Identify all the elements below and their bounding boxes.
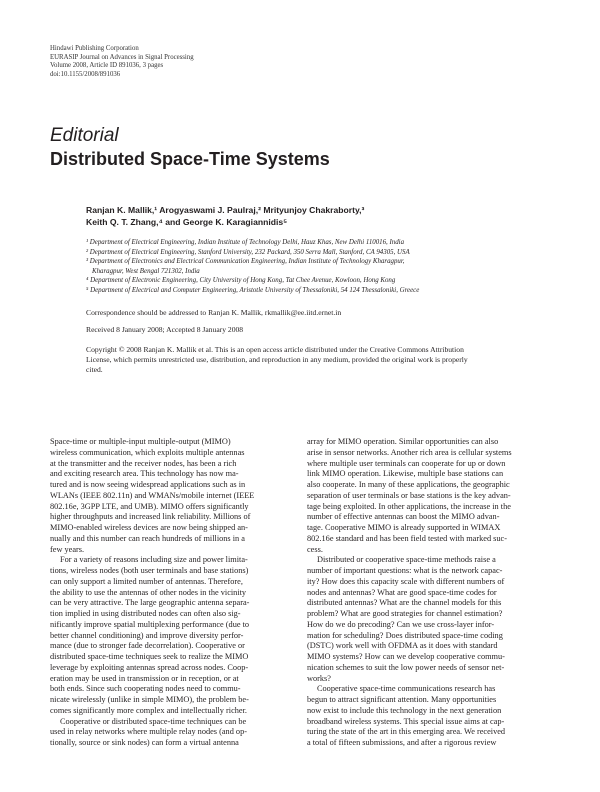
body-text-line: comes significantly more complex and intellectually richer.: [50, 705, 247, 715]
body-text-line: distributed antennas? What are the channel models for this: [307, 598, 502, 608]
body-text-line: tions, wireless nodes (both user terminals and base stations): [50, 566, 249, 575]
body-text-line: the ability to use the antennas of other nodes in the vicinity: [50, 587, 247, 597]
author-line: Ranjan K. Mallik,¹ Arogyaswami J. Paulraj,² Mrityunjoy Chakraborty,³: [86, 205, 365, 215]
body-text-line: can only support a limited number of antennas. Therefore,: [50, 576, 243, 586]
affiliation: ⁵ Department of Electrical and Computer Engineering, Aristotle University of Thessaloniki, 54 124 Thessaloniki, Greece: [86, 286, 420, 294]
body-text-line: better channel conditioning) and improve diversity perfor-: [50, 630, 244, 640]
affiliation-list: [86, 238, 566, 296]
page-title: Distributed Space-Time Systems: [50, 149, 330, 169]
body-text-line: array for MIMO operation. Similar opportunities can also: [307, 437, 499, 446]
body-text-line: few years.: [50, 544, 85, 554]
journal-name-line: EURASIP Journal on Advances in Signal Processing: [50, 53, 194, 61]
body-text-line: MIMO systems? How can we develop cooperative commu-: [307, 652, 505, 661]
body-text-line: number of effective antennas can boost the MIMO advan-: [307, 512, 500, 522]
copyright-notice: [86, 345, 566, 375]
body-text-line: distributed space-time techniques seek to realize the MIMO: [50, 652, 249, 661]
body-text-line: Cooperative space-time communications research has: [317, 684, 496, 694]
body-text-line: nication schemes to suit the low power needs of sensor net-: [307, 662, 505, 672]
body-text-line: works?: [307, 673, 331, 683]
article-kind: Editorial: [50, 125, 119, 146]
body-text-line: turing the state of the art in this emerging area. We received: [307, 727, 506, 737]
affiliation: ³ Department of Electronics and Electrical Communication Engineering, Indian Institute of Technology Kharagpur,: [86, 258, 405, 266]
body-text-line: separation of user terminals or base stations is the key advan-: [307, 490, 511, 500]
body-text-line: 802.16e standard and has been field tested with marked suc-: [307, 533, 507, 543]
body-text-line: nicate wirelessly (unlike in simple MIMO), the problem be-: [50, 695, 249, 704]
body-text-line: now exist to include this technology in the next generation: [307, 705, 502, 715]
body-text-line: 802.16e, 3GPP LTE, and UMB). MIMO offers significantly: [50, 501, 249, 511]
body-text-line: (DSTC) work well with OFDMA as it does with standard: [307, 641, 498, 651]
body-text-line: and exciting research area. This technology has now ma-: [50, 469, 239, 479]
affiliation-continued: Kharagpur, West Bengal 721302, India: [92, 267, 200, 275]
body-text-line: where multiple user terminals can cooperate for up or down: [307, 458, 506, 468]
publisher-line: Hindawi Publishing Corporation: [50, 45, 139, 52]
affiliation: ¹ Department of Electrical Engineering, Indian Institute of Technology Delhi, Hauz Khas, New Delhi 110016, India: [86, 239, 405, 246]
body-text-line: How do we do precoding? Can we use cross-layer infor-: [307, 619, 495, 629]
body-text-line: can be very attractive. The large geographic antenna separa-: [50, 598, 250, 608]
body-text-line: eration may be used in transmission or in reception, or at: [50, 673, 239, 683]
body-text-line: Cooperative or distributed space-time techniques can be: [60, 716, 247, 726]
copyright-line: License, which permits unrestricted use, distribution, and reproduction in any medium, provided the original work is properly: [86, 355, 468, 364]
body-text-line: both ends. Since such cooperating nodes need to commu-: [50, 684, 241, 694]
correspondence-note: Correspondence should be addressed to Ranjan K. Mallik, rkmallik@ee.iitd.ernet.in: [86, 308, 342, 317]
body-text-line: begun to attract significant attention. Many opportunities: [307, 695, 497, 704]
body-text-line: mance (due to stronger fade decorrelation). Cooperative or: [50, 641, 245, 651]
body-text-line: higher throughputs and increased link reliability. Millions of: [50, 512, 251, 522]
received-dates: Received 8 January 2008; Accepted 8 January 2008: [86, 325, 244, 334]
body-text-line: wireless communication, which exploits multiple antennas: [50, 447, 245, 457]
body-text-line: tionally, source or sink nodes) can form a virtual antenna: [50, 738, 239, 747]
doi-line: doi:10.1155/2008/891036: [50, 70, 121, 78]
body-text-line: mation for scheduling? Does distributed space-time coding: [307, 630, 503, 640]
journal-header: [50, 45, 194, 79]
body-text-line: nodes and antennas? What are good space-time codes for: [307, 587, 497, 597]
affiliation: ² Department of Electrical Engineering, Stanford University, 232 Packard, 350 Serra Mall, Stanford, CA 94305, USA: [86, 248, 410, 256]
body-text-line: Distributed or cooperative space-time methods raise a: [317, 555, 496, 565]
affiliation: ⁴ Department of Electronic Engineering, City University of Hong Kong, Tat Chee Avenue, Kowloon, Hong Kong: [86, 277, 396, 285]
author-list: [86, 204, 556, 228]
body-text-line: tage being exploited. In other applications, the increase in the: [307, 501, 511, 511]
body-text-line: cess.: [307, 544, 323, 554]
author-line: Keith Q. T. Zhang,⁴ and George K. Karagiannidis⁵: [86, 217, 288, 227]
body-text-line: MIMO-enabled wireless devices are now being shipped an-: [50, 523, 248, 532]
body-text-line: a total of fifteen submissions, and after a rigorous review: [307, 738, 497, 747]
body-text-line: number of important questions: what is the network capac-: [307, 566, 503, 575]
body-text-line: leverage by exploiting antennas spread across nodes. Coop-: [50, 662, 249, 672]
body-text-line: ity? How does this capacity scale with different numbers of: [307, 576, 505, 586]
body-column-left: [50, 437, 294, 749]
body-text-line: tion implied in using distributed nodes can often also sig-: [50, 609, 241, 618]
body-text-line: problem? What are good strategies for channel estimation?: [307, 609, 503, 618]
body-text-line: used in relay networks where multiple relay nodes (and op-: [50, 727, 247, 737]
body-text-line: nificantly improve spatial multiplexing performance (due to: [50, 619, 250, 629]
body-text-line: link MIMO operation. Likewise, multiple base stations can: [307, 469, 504, 479]
body-text-line: at the transmitter and the receiver nodes, has been a rich: [50, 458, 237, 468]
body-text-line: WLANs (IEEE 802.11n) and WMANs/mobile internet (IEEE: [50, 490, 255, 500]
body-column-right: [307, 437, 551, 749]
body-text-line: For a variety of reasons including size and power limita-: [60, 555, 248, 565]
body-text-line: Space-time or multiple-input multiple-output (MIMO): [50, 437, 231, 446]
body-text-line: arise in sensor networks. Another rich area is cellular systems: [307, 447, 512, 457]
copyright-line: cited.: [86, 365, 103, 374]
body-text-line: also cooperate. In many of these applications, the geographic: [307, 480, 510, 489]
body-text-line: tage. Cooperative MIMO is already supported in WIMAX: [307, 523, 501, 532]
body-text-line: tured and is now seeing widespread applications such as in: [50, 480, 246, 489]
body-text-line: broadband wireless systems. This special issue aims at cap-: [307, 716, 505, 726]
copyright-line: Copyright © 2008 Ranjan K. Mallik et al. This is an open access article distributed under the Creative Commons Attribution: [86, 345, 464, 354]
volume-line: Volume 2008, Article ID 891036, 3 pages: [50, 62, 164, 70]
body-text-line: nually and this number can reach hundreds of millions in a: [50, 533, 245, 543]
